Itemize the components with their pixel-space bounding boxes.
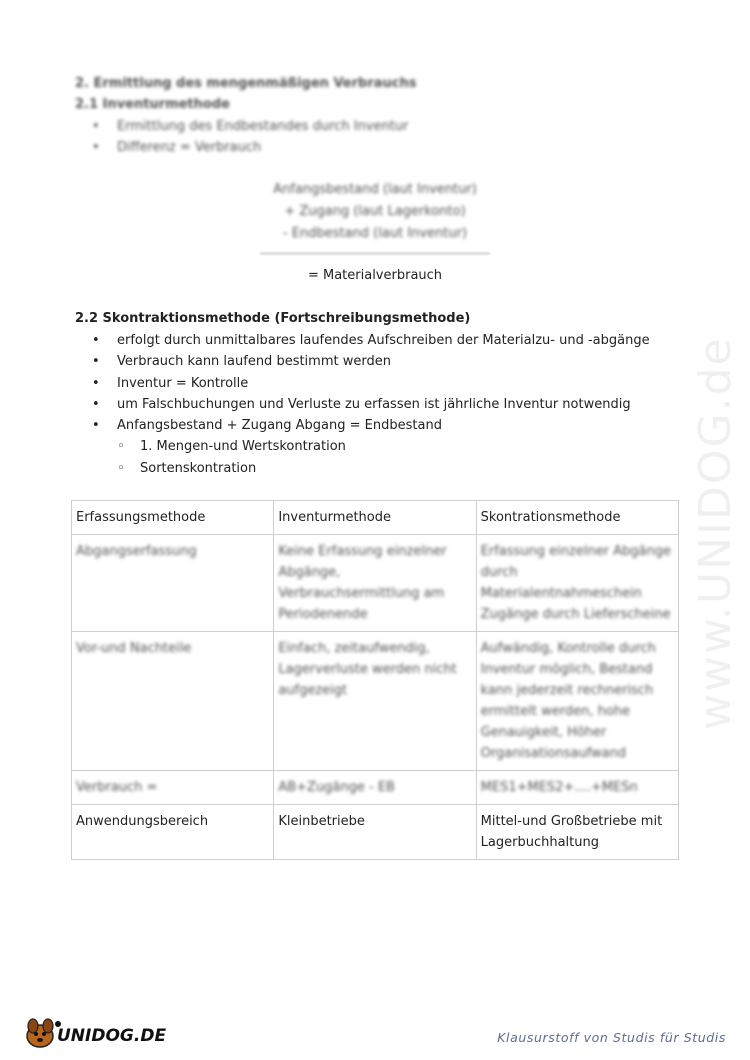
table-row (72, 632, 679, 771)
section-heading: 2. Ermittlung des mengenmäßigen Verbrauchs (75, 76, 417, 91)
table-cell: Vor-und Nachteile (72, 632, 274, 771)
subsection-heading: 2.1 Inventurmethode (75, 97, 230, 112)
calc-line: + Zugang (laut Lagerkonto) (284, 204, 466, 219)
table-cell: Erfassung einzelner Abgänge durch Materialentnahmeschein Zugänge durch Lieferscheine (476, 535, 678, 632)
table-cell: Aufwändig, Kontrolle durch Inventur möglich, Bestand kann jederzeit rechnerisch ermittelt werden, hohe Genauigkeit, Höher Organisationsaufwand (476, 632, 678, 771)
calc-divider (260, 253, 490, 254)
table-cell: Abgangserfassung (72, 535, 274, 632)
inventur-bullet-list (92, 116, 408, 159)
list-item: • Differenz = Verbrauch (92, 137, 408, 158)
table-header-cell: Erfassungsmethode (72, 501, 274, 535)
list-item: • Anfangsbestand + Zugang Abgang = Endbestand (92, 415, 650, 436)
calc-line: - Endbestand (laut Inventur) (282, 226, 468, 241)
logo-text: UNIDOG.DE (57, 1026, 167, 1046)
table-header-cell: Inventurmethode (274, 501, 476, 535)
table-cell: Verbrauch = (72, 771, 274, 805)
table-row (72, 771, 679, 805)
skontraktion-bullet-list (92, 330, 650, 479)
table-cell: Mittel-und Großbetriebe mit Lagerbuchhaltung (476, 805, 678, 860)
table-cell: Kleinbetriebe (274, 805, 476, 860)
table-cell: AB+Zugänge - EB (274, 771, 476, 805)
section-heading-2-2: 2.2 Skontraktionsmethode (Fortschreibungsmethode) (75, 311, 471, 326)
list-item: • Ermittlung des Endbestandes durch Inventur (92, 116, 408, 137)
list-item: • Verbrauch kann laufend bestimmt werden (92, 351, 650, 372)
calc-line: Anfangsbestand (laut Inventur) (273, 182, 477, 197)
list-item: • erfolgt durch unmittalbares laufendes Aufschreiben der Materialzu- und -abgänge (92, 330, 650, 351)
table-cell: MES1+MES2+....+MESn (476, 771, 678, 805)
sub-list-item: ◦ 1. Mengen-und Wertskontration (92, 436, 650, 457)
table-row (72, 535, 679, 632)
table-cell: Anwendungsbereich (72, 805, 274, 860)
footer-tagline: Klausurstoff von Studis für Studis (497, 1030, 726, 1045)
sub-list-item: ◦ Sortenskontration (92, 458, 650, 479)
table-cell: Keine Erfassung einzelner Abgänge, Verbrauchsermittlung am Periodenende (274, 535, 476, 632)
list-item: • Inventur = Kontrolle (92, 373, 650, 394)
table-header-row (72, 501, 679, 535)
table-row (72, 805, 679, 860)
calculation-block (260, 179, 490, 245)
table-cell: Einfach, zeitaufwendig, Lagerverluste werden nicht aufgezeigt (274, 632, 476, 771)
watermark-text: www.UNIDOG.de (690, 336, 741, 730)
calc-result: = Materialverbrauch (307, 268, 443, 283)
table-header-cell: Skontrationsmethode (476, 501, 678, 535)
comparison-table (71, 500, 679, 860)
list-item: • um Falschbuchungen und Verluste zu erfassen ist jährliche Inventur notwendig (92, 394, 650, 415)
